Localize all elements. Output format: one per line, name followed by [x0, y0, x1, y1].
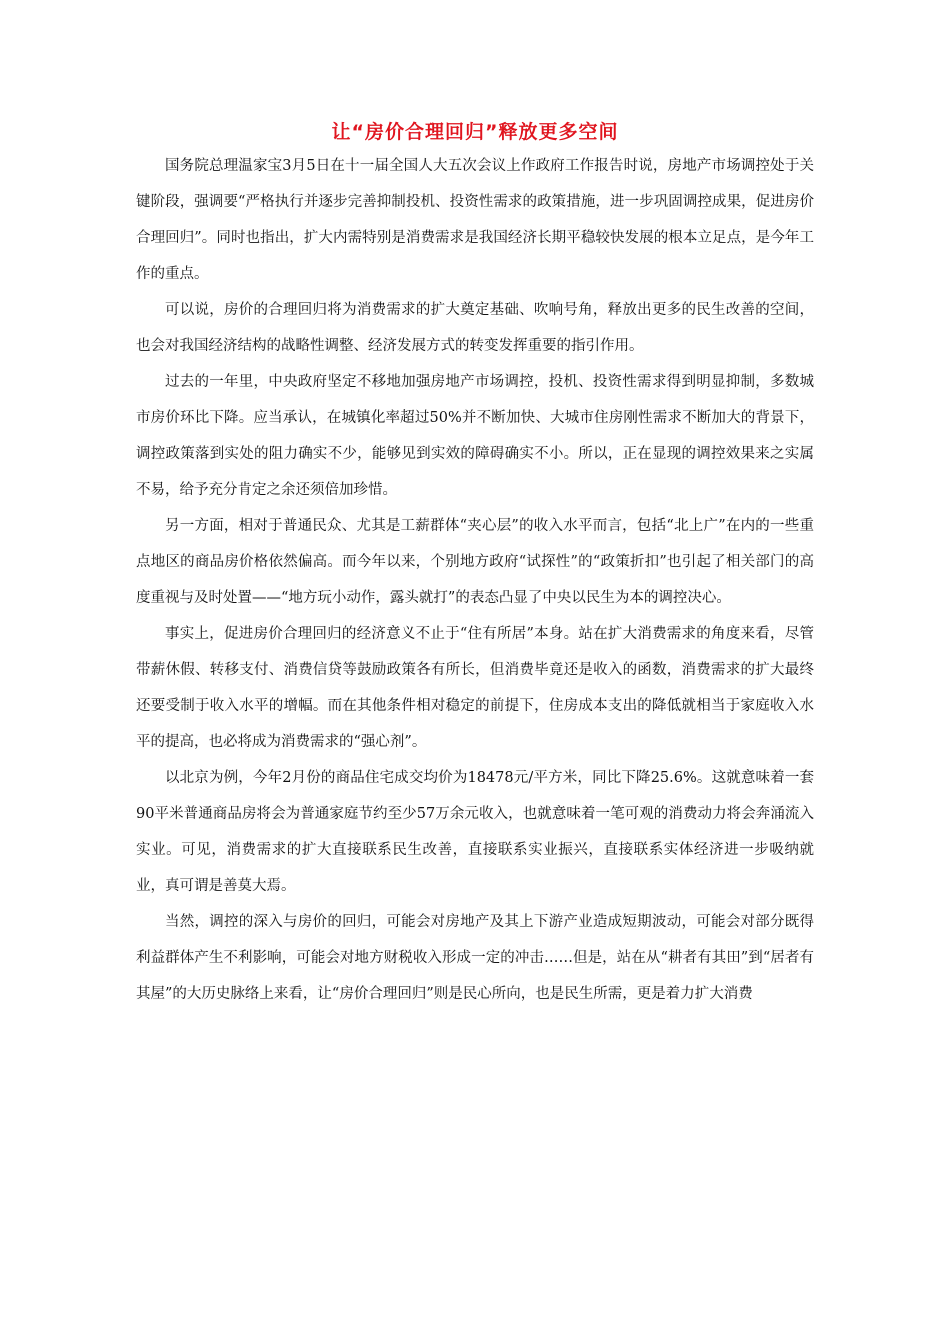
paragraph: 事实上，促进房价合理回归的经济意义不止于“住有所居”本身。站在扩大消费需求的角度来看，尽管带薪休假、转移支付、消费信贷等鼓励政策各有所长，但消费毕竟还是收入的函数，消费需求的扩大最终还要受制于收入水平的增幅。而在其他条件相对稳定的前提下，住房成本支出的降低就相当于家庭收入水平的提高，也必将成为消费需求的“强心剂”。 — [136, 626, 814, 750]
paragraph: 可以说，房价的合理回归将为消费需求的扩大奠定基础、吹响号角，释放出更多的民生改善的空间，也会对我国经济结构的战略性调整、经济发展方式的转变发挥重要的指引作用。 — [136, 302, 814, 354]
paragraph: 当然，调控的深入与房价的回归，可能会对房地产及其上下游产业造成短期波动，可能会对部分既得利益群体产生不利影响，可能会对地方财税收入形成一定的冲击……但是，站在从“耕者有其田”到“居者有其屋”的大历史脉络上来看，让“房价合理回归”则是民心所向，也是民生所需，更是着力扩大消费 — [136, 914, 814, 1002]
paragraph: 国务院总理温家宝3月5日在十一届全国人大五次会议上作政府工作报告时说，房地产市场调控处于关键阶段，强调要“严格执行并逐步完善抑制投机、投资性需求的政策措施，进一步巩固调控成果，促进房价合理回归”。同时也指出，扩大内需特别是消费需求是我国经济长期平稳较快发展的根本立足点，是今年工作的重点。 — [136, 158, 814, 282]
article-title: 让“房价合理回归”释放更多空间 — [331, 121, 619, 143]
article-body — [136, 148, 814, 1012]
paragraph: 过去的一年里，中央政府坚定不移地加强房地产市场调控，投机、投资性需求得到明显抑制，多数城市房价环比下降。应当承认，在城镇化率超过50%并不断加快、大城市住房刚性需求不断加大的背景下，调控政策落到实处的阻力确实不少，能够见到实效的障碍确实不小。所以，正在显现的调控效果来之实属不易，给予充分肯定之余还须倍加珍惜。 — [136, 374, 814, 498]
paragraph: 另一方面，相对于普通民众、尤其是工薪群体“夹心层”的收入水平而言，包括“北上广”在内的一些重点地区的商品房价格依然偏高。而今年以来，个别地方政府“试探性”的“政策折扣”也引起了相关部门的高度重视与及时处置——“地方玩小动作，露头就打”的表态凸显了中央以民生为本的调控决心。 — [136, 518, 814, 606]
paragraph: 以北京为例，今年2月份的商品住宅成交均价为18478元/平方米，同比下降25.6%。这就意味着一套90平米普通商品房将会为普通家庭节约至少57万余元收入，也就意味着一笔可观的消费动力将会奔涌流入实业。可见，消费需求的扩大直接联系民生改善，直接联系实业振兴，直接联系实体经济进一步吸纳就业，真可谓是善莫大焉。 — [136, 770, 815, 894]
